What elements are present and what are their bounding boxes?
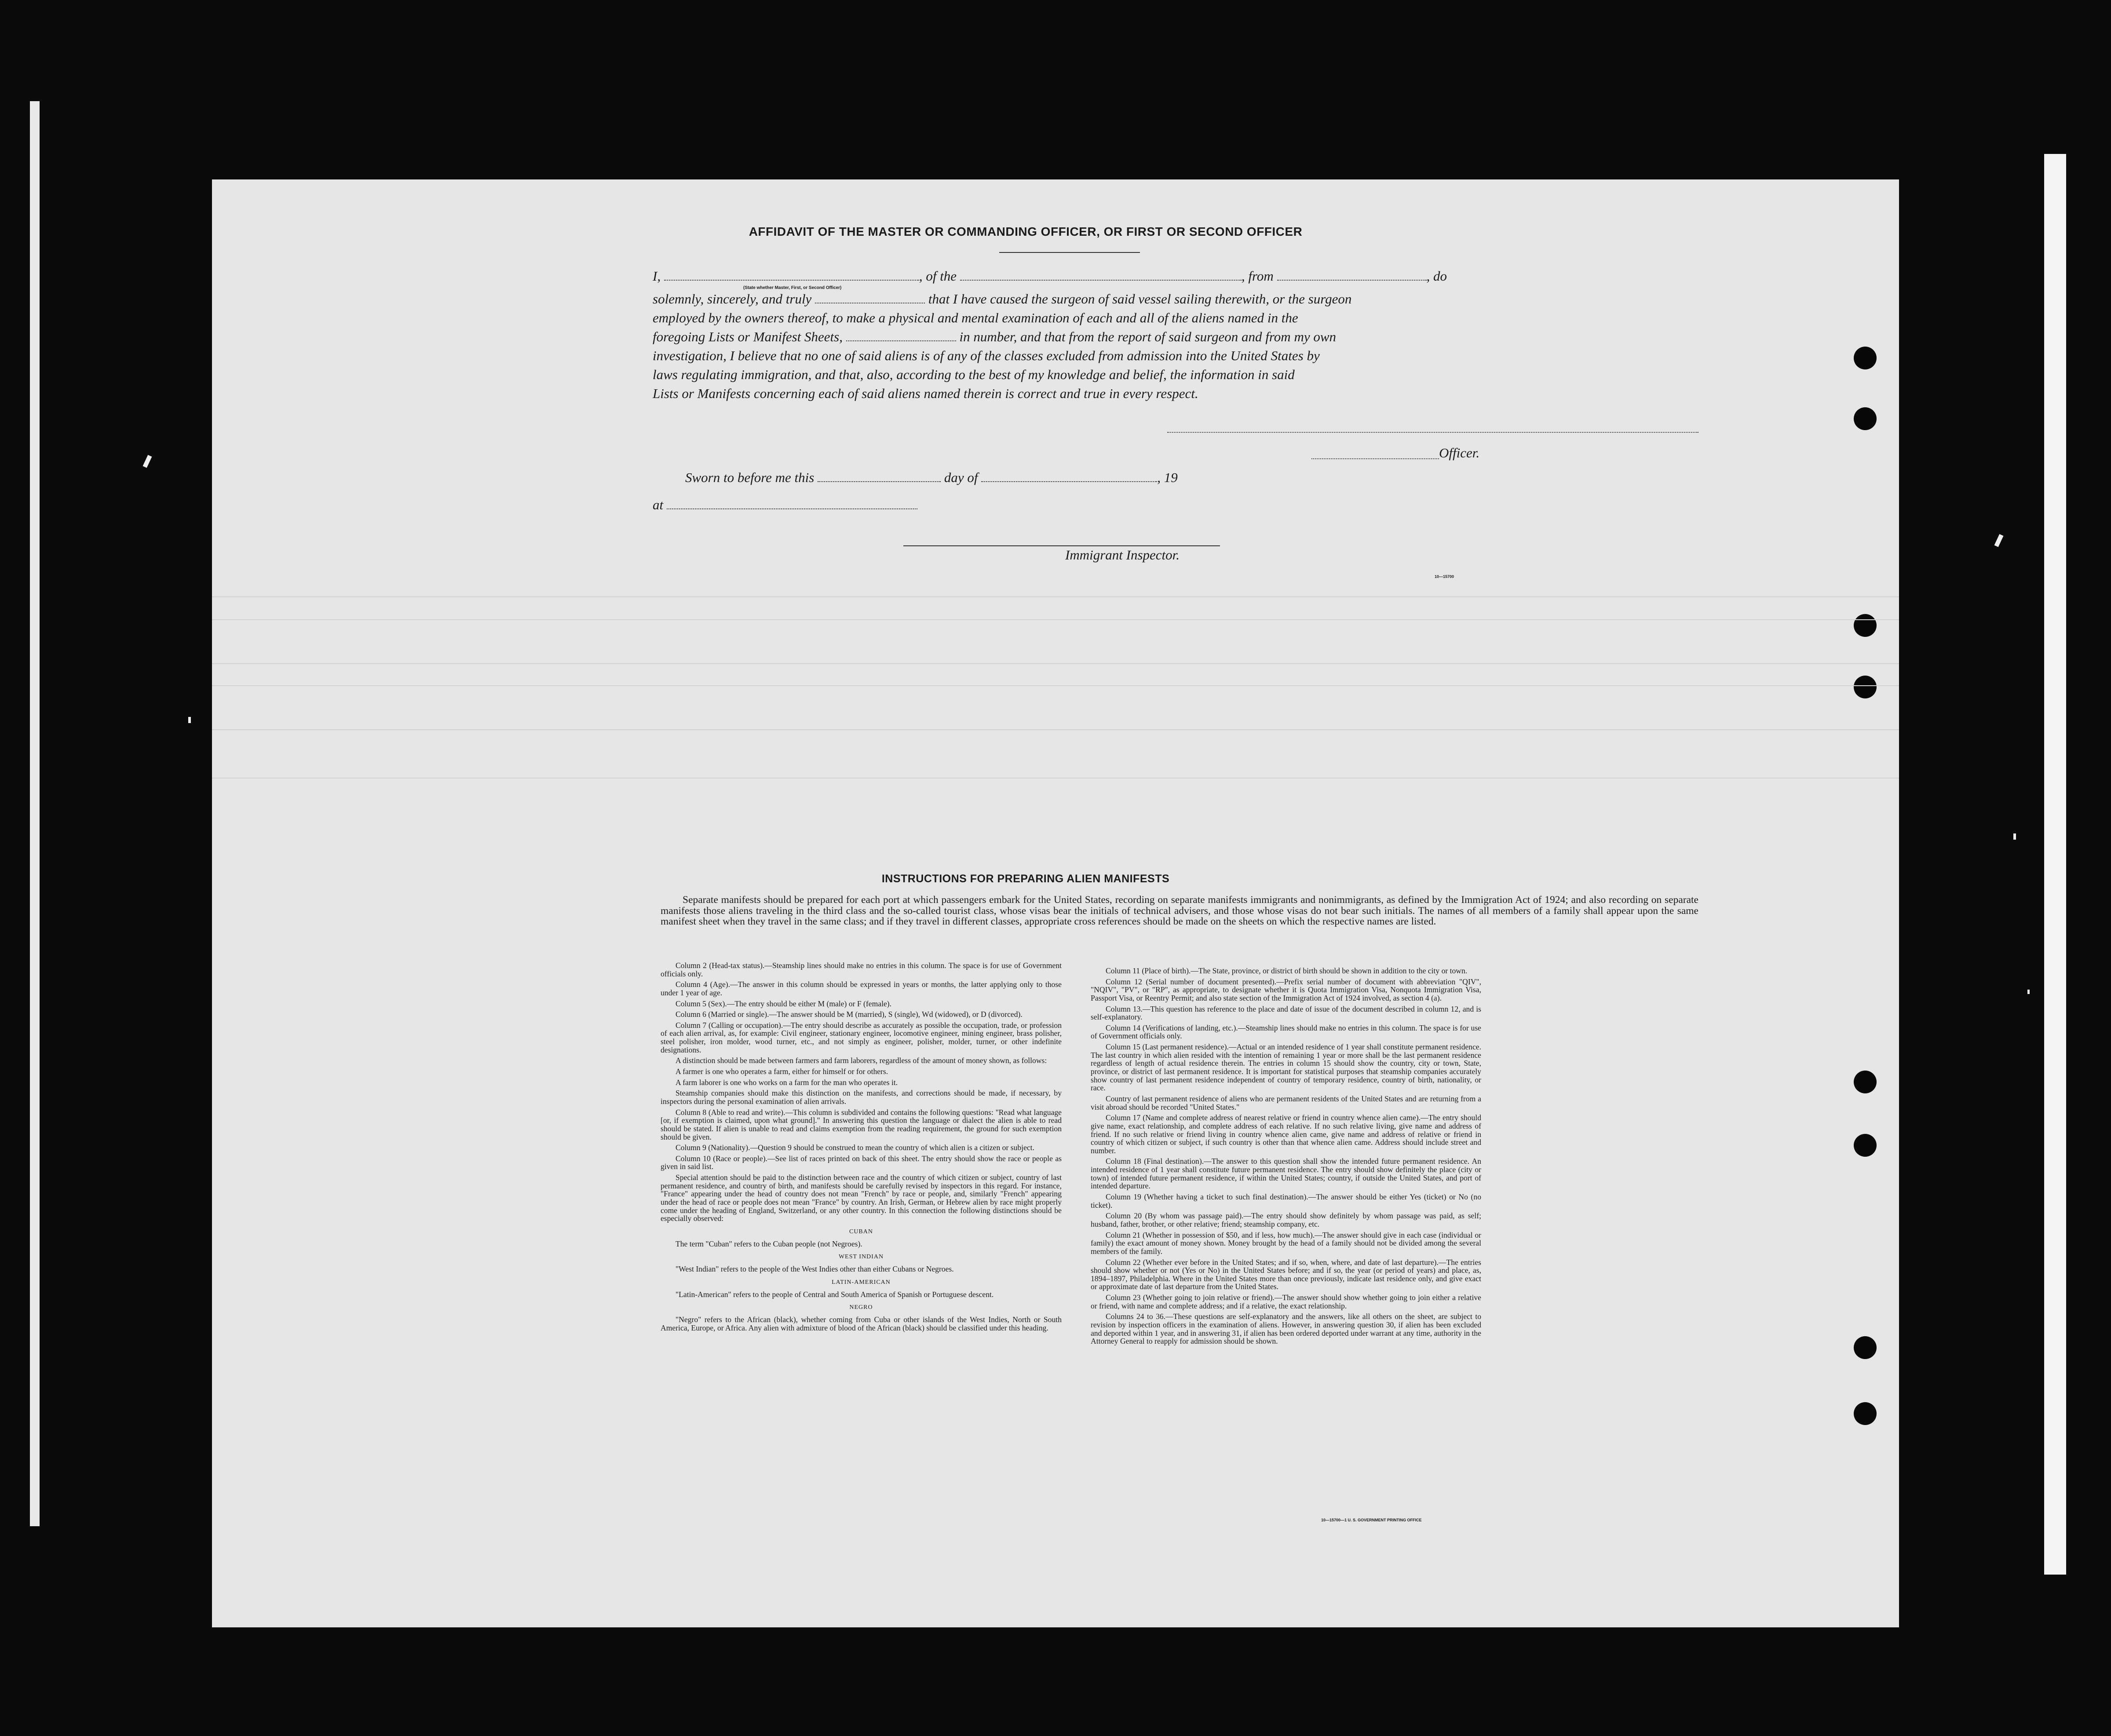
affidavit-line-7: Lists or Manifests concerning each of said aliens named therein is correct and true in every respect. [653, 386, 1198, 401]
left-column-paragraph: Column 4 (Age).—The answer in this column should be expressed in years or months, the latter applying only to those under 1 year of age. [661, 980, 1062, 997]
scan-speck [143, 455, 152, 468]
affidavit-line-5: investigation, I believe that no one of said aliens is of any of the classes excluded from admission into the United States by [653, 348, 1320, 363]
punch-hole [1854, 1071, 1877, 1093]
state-officer-note: (State whether Master, First, or Second Officer) [743, 285, 842, 290]
port-from-field[interactable] [1277, 270, 1427, 281]
declaration-field[interactable] [815, 293, 925, 303]
left-column-paragraph: A farmer is one who operates a farm, either for himself or for others. [676, 1067, 888, 1076]
left-column-paragraph: Column 7 (Calling or occupation).—The entry should describe as accurately as possible the occupation, trade, or profession of each alien arrival, as, for example: Civil engineer, stationary engineer, locomotive engineer, mining engineer, brass polisher, steel polisher, iron molder, wood turner, etc., and not simply as engineer, polisher, molder, turner, or other indefinite designations. [661, 1020, 1062, 1054]
affidavit-line-4: foregoing Lists or Manifest Sheets, in number, and that from the report of said surgeon and from my own [653, 329, 1337, 344]
bleed-through-line [212, 596, 1899, 597]
left-column-paragraph: A farm laborer is one who works on a farm for the man who operates it. [676, 1078, 898, 1087]
left-column-paragraph: Column 5 (Sex).—The entry should be either M (male) or F (female). [676, 999, 892, 1008]
punch-hole [1854, 1336, 1877, 1359]
left-column-paragraph: Column 6 (Married or single).—The answer should be M (married), S (single), Wd (widowed), or D (divorced). [676, 1010, 1023, 1019]
instructions-title: INSTRUCTIONS FOR PREPARING ALIEN MANIFESTS [881, 873, 1170, 885]
punch-hole [1854, 407, 1877, 430]
right-column-paragraph: Column 20 (By whom was passage paid).—The entry should show definitely by whom passage was paid, as self; husband, father, brother, or other relative; friend; steamship company, etc. [1091, 1211, 1481, 1228]
scan-speck [1994, 534, 2004, 547]
punch-hole [1854, 347, 1877, 369]
left-column-paragraph: "West Indian" refers to the people of the West Indies other than either Cubans or Negroes. [676, 1265, 954, 1274]
title-underline [999, 252, 1140, 253]
scan-speck [2027, 990, 2030, 994]
right-column-paragraph: Columns 24 to 36.—These questions are self-explanatory and the answers, like all others on the sheet, are subject to revision by inspection officers in the examination of aliens. However, in answering question 30, if alien has been excluded and deported within 1 year, and in answering 31, if alien has been ordered deported under warrant at any time, authority in the Attorney General to reapply for admission should be shown. [1091, 1312, 1481, 1346]
left-column-paragraph: Column 10 (Race or people).—See list of races printed on back of this sheet. The entry should show the race or people as given in said list. [661, 1154, 1062, 1171]
affidavit-line-2: solemnly, sincerely, and truly that I have caused the surgeon of said vessel sailing therewith, or the surgeon [653, 291, 1352, 307]
left-column-paragraph: "Negro" refers to the African (black), whether coming from Cuba or other islands of the West Indies, North or South America, Europe, or Africa. Any alien with admixture of blood of the African (black) should be classified under this heading. [661, 1315, 1062, 1332]
place-field[interactable] [667, 499, 917, 509]
right-column-paragraph: Column 11 (Place of birth).—The State, province, or district of birth should be shown in addition to the city or town. [1106, 966, 1468, 975]
left-column-paragraph: "Latin-American" refers to the people of Central and South America of Spanish or Portuguese descent. [676, 1290, 994, 1299]
right-column-paragraph: Column 21 (Whether in possession of $50, and if less, how much).—The answer should give in each case (individual or family) the exact amount of money shown. Money brought by the head of a family should not be divided among the several members of the family. [1091, 1230, 1481, 1256]
right-column-paragraph: Column 15 (Last permanent residence).—Actual or an intended residence of 1 year shall constitute permanent residence. The last country in which alien resided with the intention of remaining 1 year or more shall be the last permanent residence regardless of length of actual residence therein. The entries in column 15 should show the country, city or town, State, province, or district of last permanent residence. It is important for statistical purposes that steamship companies accurately show country of last permanent residence independent of country of temporary residence, country of birth, nationality, or race. [1091, 1042, 1481, 1093]
vessel-name-field[interactable] [960, 270, 1242, 281]
sworn-line: Sworn to before me this day of , 19 [685, 470, 1178, 485]
scan-speck [188, 717, 191, 723]
film-edge-left [30, 101, 40, 1526]
right-column-paragraph: Column 14 (Verifications of landing, etc.).—Steamship lines should make no entries in this column. The space is for use of Government officials only. [1091, 1023, 1481, 1041]
officer-name-field[interactable] [664, 270, 919, 281]
affidavit-title: AFFIDAVIT OF THE MASTER OR COMMANDING OFFICER, OR FIRST OR SECOND OFFICER [749, 225, 1303, 238]
left-column-heading: NEGRO [849, 1304, 873, 1311]
left-column-heading: LATIN-AMERICAN [832, 1279, 891, 1286]
punch-hole [1854, 1402, 1877, 1425]
right-column-paragraph: Column 17 (Name and complete address of nearest relative or friend in country whence alien came).—The entry should give name, exact relationship, and complete address of each relative. If no such relative living, give name and address of friend. If no such relative or friend living in country whence alien came, give name and address of relative or friend in country of which citizen or subject, if such country is other than that whence alien came. Address should include street and number. [1091, 1113, 1481, 1155]
right-column-paragraph: Column 23 (Whether going to join relative or friend).—The answer should show whether going to join either a relative or friend, with name and complete address; and if a relative, the exact relationship. [1091, 1293, 1481, 1310]
left-column-paragraph: Column 9 (Nationality).—Question 9 should be construed to mean the country of which alien is a citizen or subject. [676, 1143, 1034, 1152]
officer-signature-line[interactable] [1167, 432, 1698, 433]
right-column-paragraph: Column 19 (Whether having a ticket to such final destination).—The answer should be either Yes (ticket) or No (no ticket). [1091, 1192, 1481, 1210]
punch-hole [1854, 676, 1877, 698]
affidavit-line-3: employed by the owners thereof, to make a physical and mental examination of each and all of the aliens named in the [653, 310, 1298, 325]
bleed-through-line [212, 663, 1899, 664]
inspector-label: Immigrant Inspector. [1065, 547, 1180, 563]
bleed-through-line [212, 729, 1899, 730]
right-column [1091, 967, 1481, 1348]
printing-office-footer: 10—15700—1 U. S. GOVERNMENT PRINTING OFFICE [1321, 1518, 1422, 1522]
punch-hole [1854, 614, 1877, 637]
bleed-through-line [212, 685, 1899, 686]
left-column-heading: CUBAN [849, 1228, 873, 1235]
right-column-paragraph: Column 12 (Serial number of document presented).—Prefix serial number of document with abbreviation "QIV", "NQIV", "PV", or "RP", as appropriate, to designate whether it is Quota Immigration Visa, Nonquota Immigration Visa, Passport Visa, or Reentry Permit; and also state section of the Immigration Act of 1924 involved, as section 4 (a). [1091, 977, 1481, 1002]
left-column-paragraph: Special attention should be paid to the distinction between race and the country of which citizen or subject, country of last permanent residence, and country of birth, and manifests should be carefully revised by inspectors in this regard. For instance, "France" appearing under the head of country does not mean "French" by race or people, and, similarly "French" appearing under the head of race or people does not mean "France" by country. An Irish, German, or Hebrew alien by race might properly come under the heading of England, Switzerland, or any other country. In this connection the following distinctions should be especially observed: [661, 1173, 1062, 1223]
at-line: at [653, 497, 917, 513]
right-column-paragraph: Country of last permanent residence of aliens who are permanent residents of the United States and are returning from a visit abroad should be recorded "United States." [1091, 1094, 1481, 1111]
sworn-day-field[interactable] [818, 471, 941, 482]
officer-label: Officer. [1439, 445, 1480, 460]
scan-speck [2013, 833, 2016, 840]
right-column-paragraph: Column 18 (Final destination).—The answer to this question shall show the intended future permanent residence. An intended residence of 1 year shall constitute future permanent residence. The entry should show definitely the place (city or town) of intended future permanent residence, if within the United States; country, if outside the United States, and port of intended departure. [1091, 1157, 1481, 1191]
left-column-paragraph: A distinction should be made between farmers and farm laborers, regardless of the amount of money shown, as follows: [676, 1056, 1047, 1065]
bleed-through-line [212, 619, 1899, 620]
affidavit-line-1: I, , of the , from , do [653, 268, 1447, 284]
document-page [212, 179, 1899, 1627]
left-column-paragraph: The term "Cuban" refers to the Cuban people (not Negroes). [676, 1239, 862, 1248]
form-number: 10—15700 [1435, 574, 1454, 579]
officer-rank-line[interactable] [1311, 458, 1439, 459]
left-column-paragraph: Column 2 (Head-tax status).—Steamship lines should make no entries in this column. The space is for use of Government officials only. [661, 961, 1062, 978]
left-column-heading: WEST INDIAN [838, 1254, 884, 1261]
sworn-month-field[interactable] [981, 471, 1157, 482]
punch-hole [1854, 1134, 1877, 1157]
film-edge-right [2044, 154, 2066, 1575]
left-column [661, 961, 1062, 1334]
sheet-count-field[interactable] [846, 331, 956, 341]
left-column-paragraph: Steamship companies should make this distinction on the manifests, and corrections should be made, if necessary, by inspectors during the personal examination of alien arrivals. [661, 1089, 1062, 1106]
right-column-paragraph: Column 13.—This question has reference to the place and date of issue of the document described in column 12, and is self-explanatory. [1091, 1004, 1481, 1022]
right-column-paragraph: Column 22 (Whether ever before in the United States; and if so, when, where, and date of last departure).—The entries should show whether or not (Yes or No) in the United States before; and if so, the year (or period of years) and place, as, 1894–1897, Philadelphia. Where in the United States more than once previously, indicate last residence only, and give exact or approximate date of last departure from the United States. [1091, 1257, 1481, 1291]
instructions-intro: Separate manifests should be prepared for each port at which passengers embark for the United States, recording on separate manifests immigrants and nonimmigrants, as defined by the Immigration Act of 1924; and also recording on separate manifests those aliens traveling in the third class and the so-called tourist class, whose visas bear the initials of technical advisers, and those whose visas do not bear such initials. The names of all members of a family shall appear upon the same manifest sheet when they travel in the same class; and if they travel in different classes, appropriate cross references should be made on the sheets on which the respective names are listed. [661, 894, 1698, 928]
inspector-signature-line[interactable] [903, 545, 1220, 546]
left-column-paragraph: Column 8 (Able to read and write).—This column is subdivided and contains the following questions: "Read what language [or, if exemption is claimed, upon what ground]." In answering this question the language or dialect the alien is able to read should be stated. If alien is unable to read and claims exemption from the reading requirement, the ground for such exemption should be given. [661, 1107, 1062, 1141]
affidavit-line-6: laws regulating immigration, and that, also, according to the best of my knowledge and belief, the information in said [653, 367, 1295, 382]
